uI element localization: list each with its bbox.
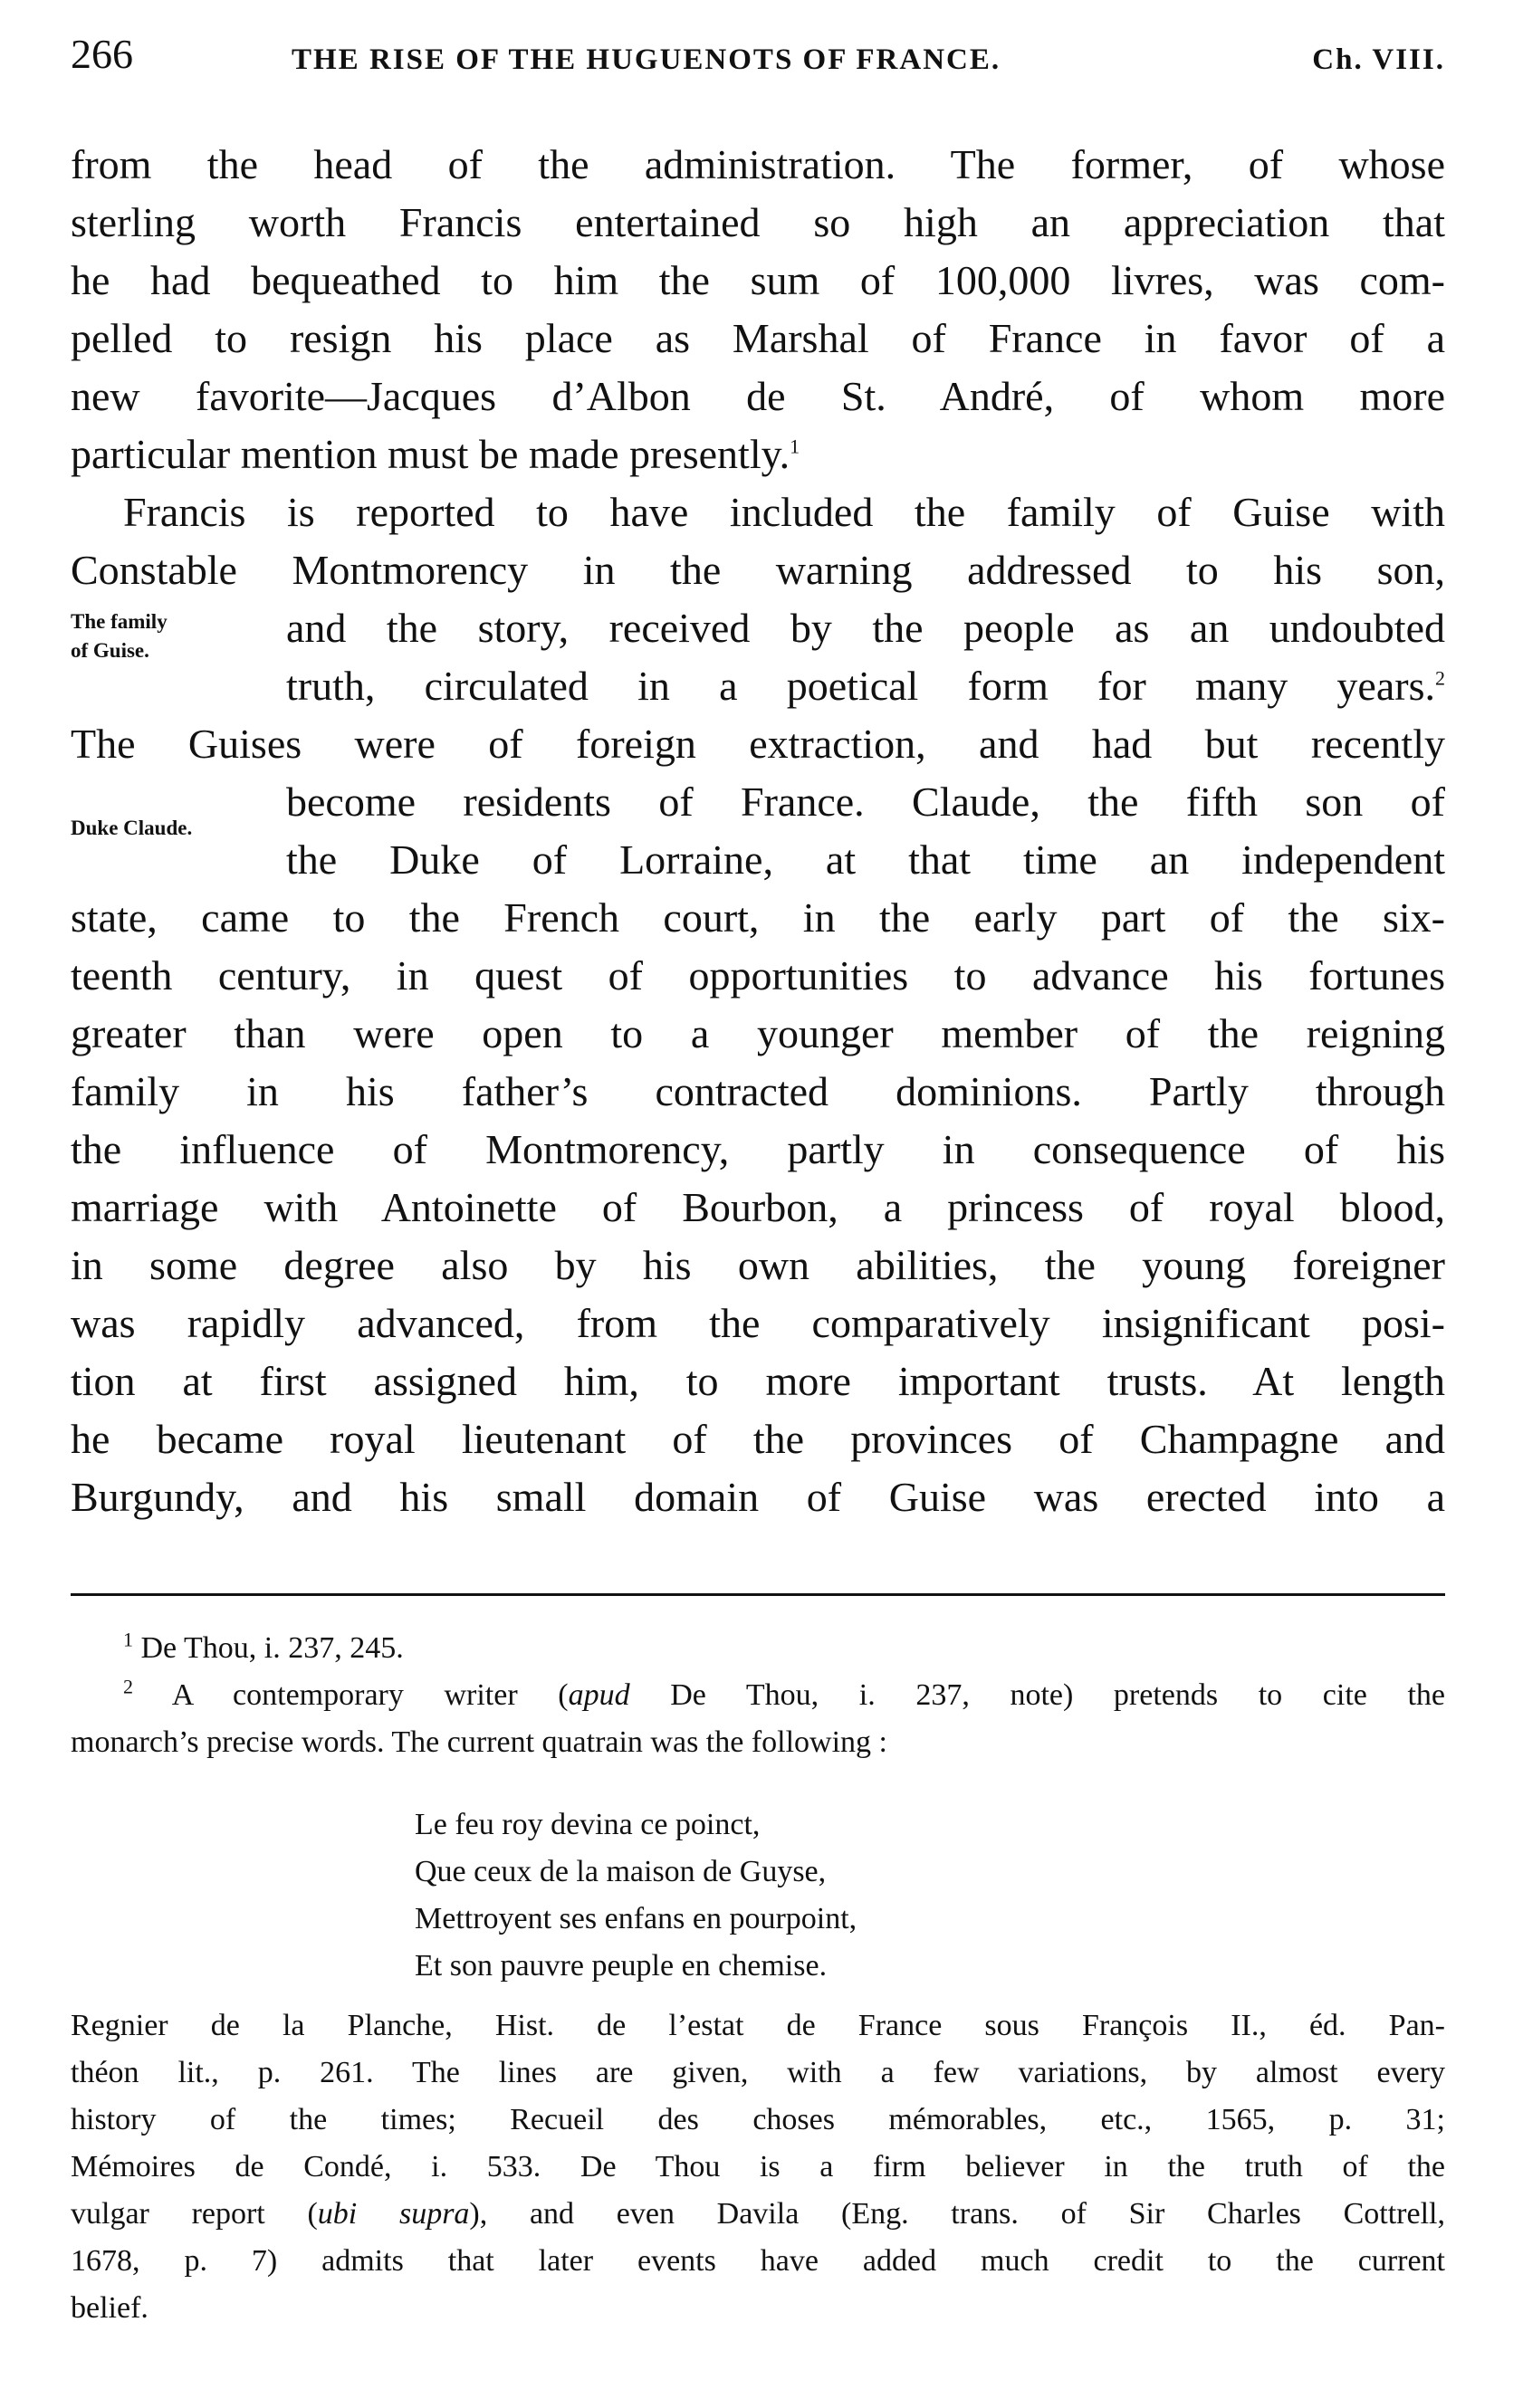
main-text <box>71 136 1445 1526</box>
citation-line: théon lit., p. 261. The lines are given, with a few variations, by almost every <box>71 2056 1445 2089</box>
text-line: The Guises were of foreign extraction, and had but recently <box>71 721 1445 767</box>
page-number: 266 <box>71 31 133 77</box>
footnote-1-mark: 1 <box>123 1628 133 1651</box>
text-line: family in his father’s contracted dominions. Partly through <box>71 1068 1445 1114</box>
footnote-ref-1: 1 <box>790 435 800 458</box>
citation-text-a: vulgar report ( <box>71 2197 318 2231</box>
text-line <box>71 425 1445 483</box>
text-line: marriage with Antoinette of Bourbon, a princess of royal blood, <box>71 1184 1445 1230</box>
text-line: from the head of the administration. The former, of whose <box>71 141 1445 187</box>
running-title: THE RISE OF THE HUGUENOTS OF FRANCE. <box>292 43 1001 76</box>
footnotes <box>71 1625 1445 1766</box>
text-line: greater than were open to a younger member of the reigning <box>71 1010 1445 1056</box>
text-line: and the story, received by the people as an undoubted <box>286 605 1445 651</box>
quatrain-line: Le feu roy devina ce poinct, <box>415 1808 761 1841</box>
footnote-citation <box>71 2002 1445 2332</box>
citation-line: Mémoires de Condé, i. 533. De Thou is a firm believer in the truth of the <box>71 2150 1445 2183</box>
text-line: Francis is reported to have included the family of Guise with <box>123 489 1445 535</box>
text-line: the Duke of Lorraine, at that time an independent <box>286 836 1445 883</box>
text-line: Constable Montmorency in the warning addressed to his son, <box>71 547 1445 593</box>
footnote-2-line2: monarch’s precise words. The current quatrain was the following : <box>71 1725 887 1759</box>
citation-line: 1678, p. 7) admits that later events have added much credit to the current <box>71 2244 1445 2278</box>
side-note-family-of-guise-line2: of Guise. <box>71 639 149 662</box>
footnote-1-text: De Thou, i. 237, 245. <box>140 1631 404 1665</box>
side-note-family-of-guise-line1: The family <box>71 610 168 633</box>
citation-line: history of the times; Recueil des choses mémorables, etc., 1565, p. 31; <box>71 2103 1445 2136</box>
footnote-2-line1 <box>71 1672 1445 1719</box>
quatrain-line: Et son pauvre peuple en chemise. <box>415 1949 828 1983</box>
text-line: pelled to resign his place as Marshal of France in favor of a <box>71 315 1445 361</box>
text-line: tion at first assigned him, to more important trusts. At length <box>71 1358 1445 1404</box>
quatrain-line: Mettroyent ses enfans en pourpoint, <box>415 1902 857 1935</box>
text-line-content: truth, circulated in a poetical form for many years. <box>286 663 1435 709</box>
footnote-divider <box>71 1593 1445 1596</box>
footnote-2-text-b: De Thou, i. 237, note) pretends to cite the <box>629 1678 1446 1712</box>
footnote-2-text-a: A contemporary writer ( <box>171 1678 569 1712</box>
chapter-label: Ch. VIII. <box>1312 43 1445 76</box>
text-line: he had bequeathed to him the sum of 100,000 livres, was com- <box>71 257 1445 303</box>
citation-text-b: ), and even Davila (Eng. trans. of Sir Charles Cottrell, <box>469 2197 1445 2231</box>
text-line: become residents of France. Claude, the fifth son of <box>286 779 1445 825</box>
text-line-content: particular mention must be made presently. <box>71 431 790 477</box>
text-line: teenth century, in quest of opportunities to advance his fortunes <box>71 952 1445 999</box>
footnote-1 <box>71 1625 1445 1672</box>
citation-line: Regnier de la Planche, Hist. de l’estat de France sous François II., éd. Pan- <box>71 2009 1445 2042</box>
side-note-duke-claude: Duke Claude. <box>71 817 193 839</box>
footnote-2-italic: apud <box>568 1678 630 1712</box>
text-line: Burgundy, and his small domain of Guise was erected into a <box>71 1474 1445 1520</box>
text-line <box>71 657 1445 715</box>
text-line: he became royal lieutenant of the provinces of Champagne and <box>71 1416 1445 1462</box>
citation-line <box>71 2191 1445 2238</box>
text-line: the influence of Montmorency, partly in consequence of his <box>71 1126 1445 1172</box>
footnote-ref-2: 2 <box>1435 666 1445 690</box>
text-line: new favorite—Jacques d’Albon de St. André, of whom more <box>71 373 1445 419</box>
text-line: sterling worth Francis entertained so high an appreciation that <box>71 199 1445 245</box>
text-line: state, came to the French court, in the early part of the six- <box>71 894 1445 941</box>
text-line: in some degree also by his own abilities, the young foreigner <box>71 1242 1445 1288</box>
page-header <box>71 27 1445 81</box>
quatrain-line: Que ceux de la maison de Guyse, <box>415 1855 827 1888</box>
text-line: was rapidly advanced, from the comparatively insignificant posi- <box>71 1300 1445 1346</box>
footnote-2-mark: 2 <box>123 1675 133 1698</box>
quatrain <box>415 1801 857 1990</box>
citation-line: belief. <box>71 2291 148 2325</box>
citation-italic: ubi supra <box>317 2197 470 2231</box>
